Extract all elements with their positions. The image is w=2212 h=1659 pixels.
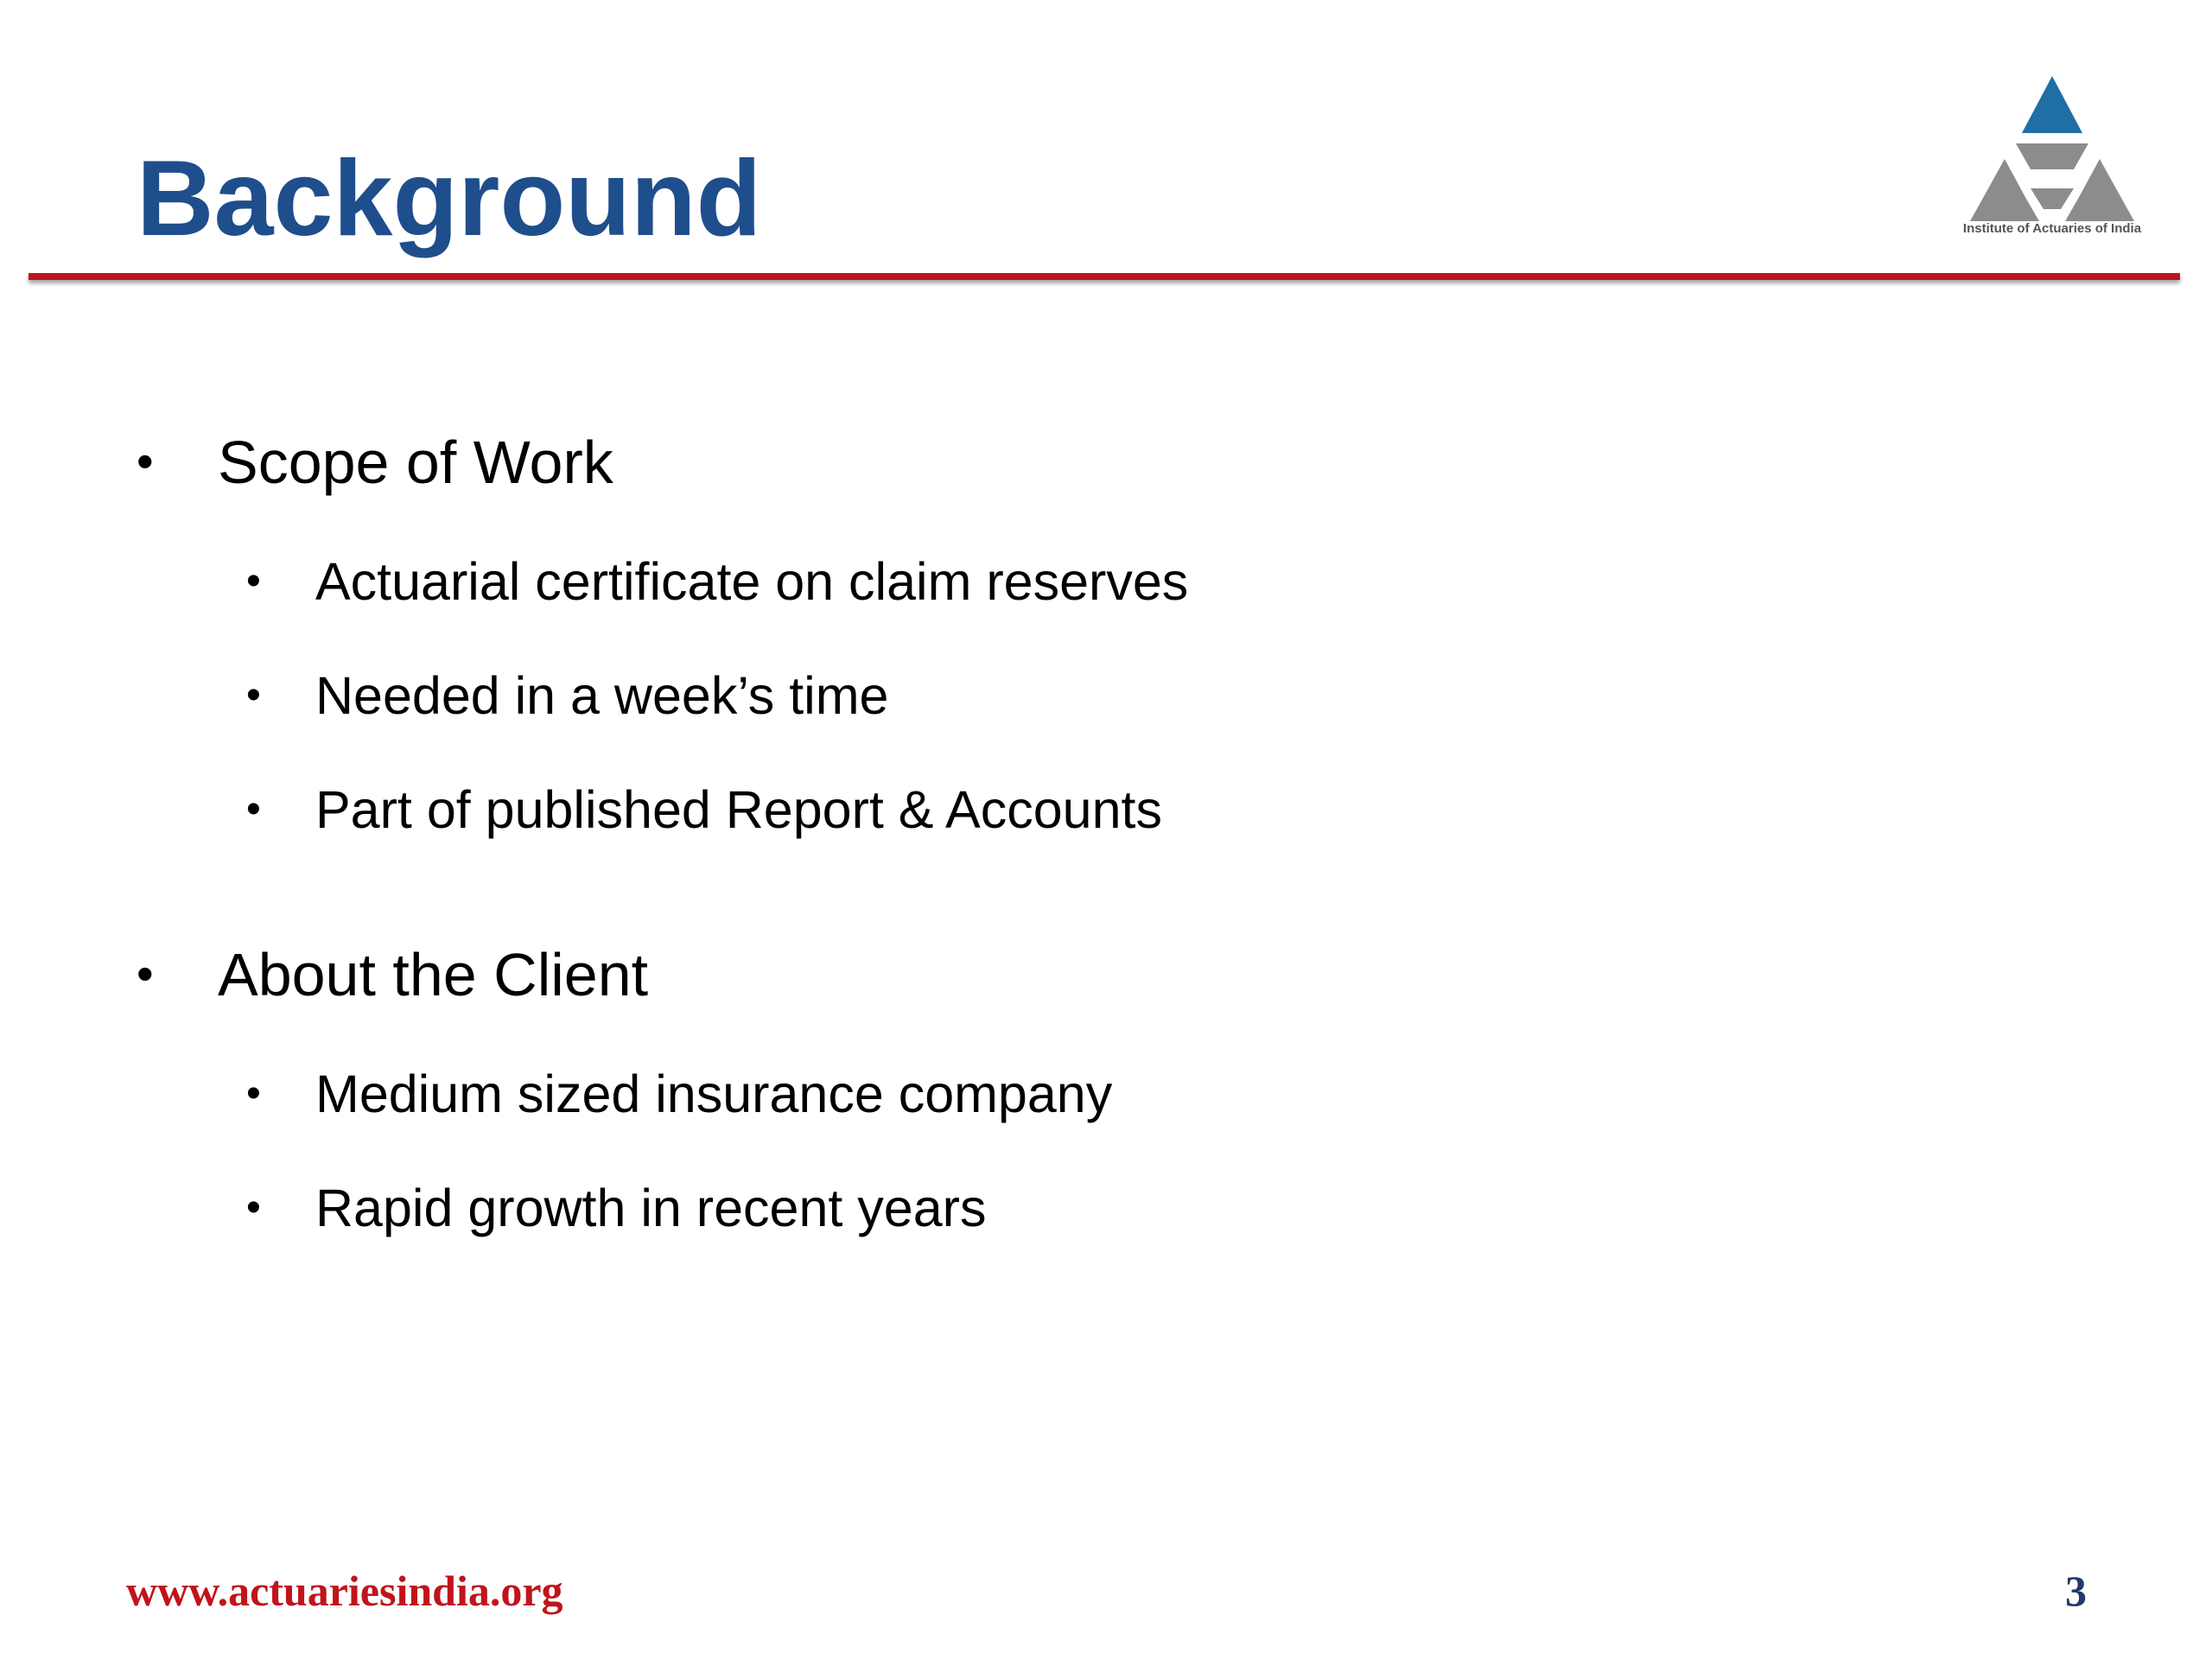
bullet-icon: • [137,946,154,1001]
list-item-text: Needed in a week’s time [315,666,889,725]
logo-icon [1944,69,2160,225]
bullet-icon: • [137,434,154,488]
institute-logo [1944,69,2160,242]
list-item-text: Medium sized insurance company [315,1065,1113,1123]
bullet-icon: • [246,558,261,604]
list-item-text: Rapid growth in recent years [315,1179,987,1237]
page-number: 3 [2065,1567,2087,1615]
section-heading-text: About the Client [218,941,649,1008]
title-divider [29,273,2180,280]
slide-title: Background [137,139,762,258]
bullet-icon: • [246,1185,261,1230]
footer-website-link[interactable]: www.actuariesindia.org [126,1567,563,1615]
section-heading-text: Scope of Work [218,429,613,496]
logo-caption: Institute of Actuaries of India [1962,221,2142,236]
bullet-icon: • [246,672,261,718]
list-item-text: Part of published Report & Accounts [315,780,1162,839]
list-item-text: Actuarial certificate on claim reserves [315,552,1189,611]
bullet-icon: • [246,1071,261,1116]
bullet-icon: • [246,786,261,832]
